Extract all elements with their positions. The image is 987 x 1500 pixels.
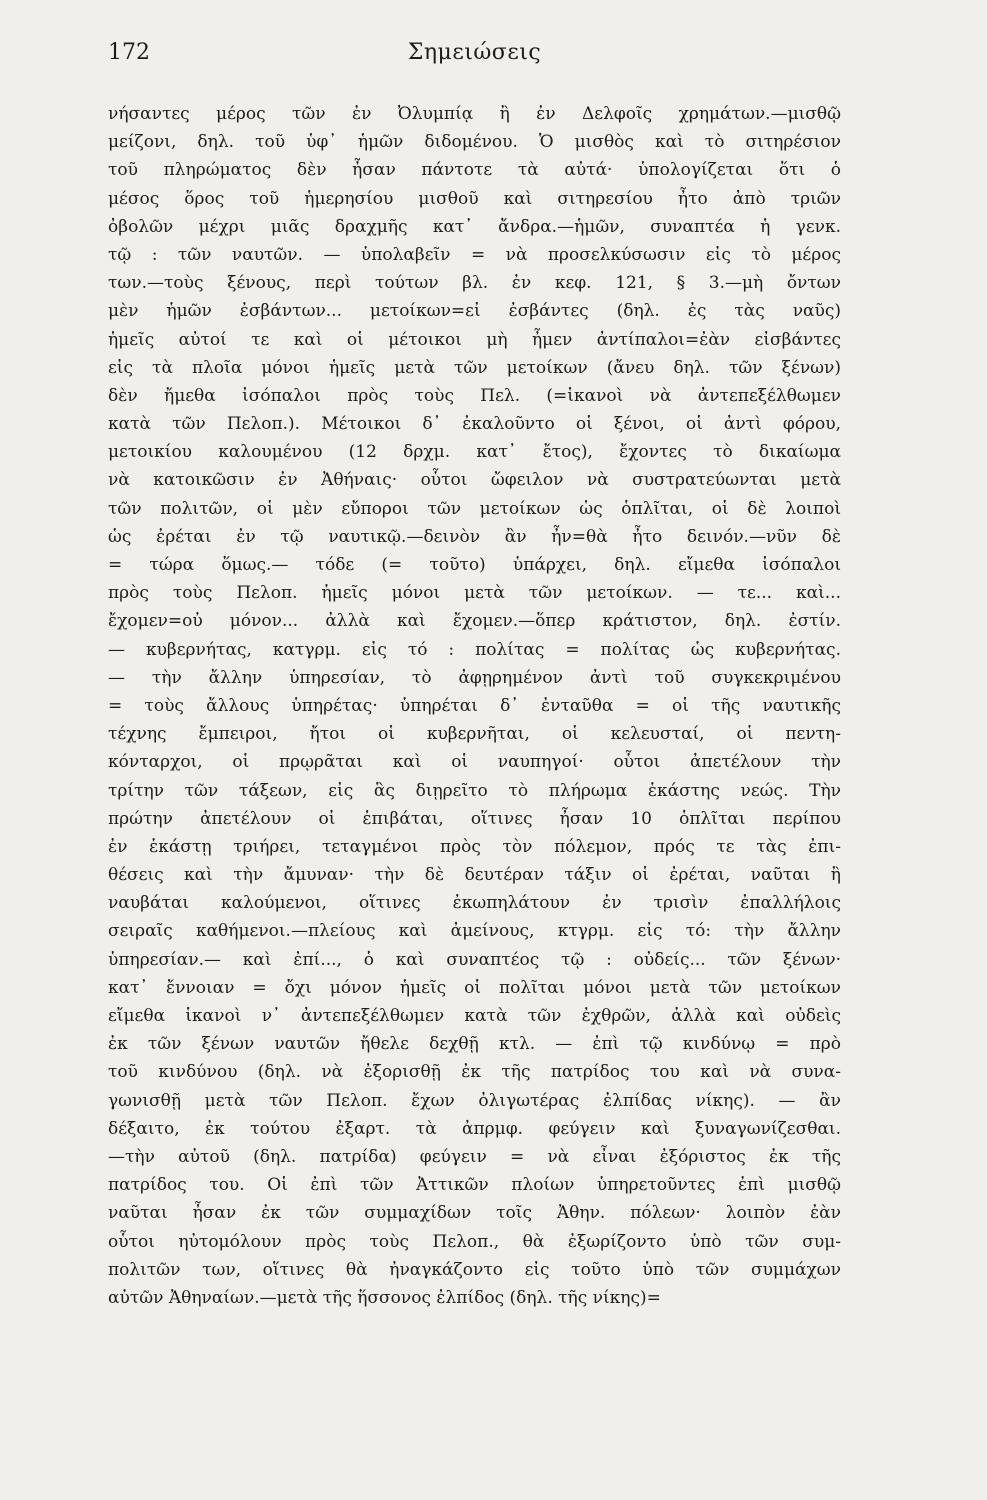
text-line: —τὴν αὐτοῦ (δηλ. πατρίδα) φεύγειν = νὰ εἶναι ἐξόριστος ἐκ τῆς [108,1146,841,1167]
text-line: ἡμεῖς αὐτοί τε καὶ οἱ μέτοικοι μὴ ἦμεν ἀντίπαλοι=ἐὰν εἰσβάντες [108,329,841,350]
text-line: ναῦται ἦσαν ἐκ τῶν συμμαχίδων τοῖς Ἀθην. πόλεων· λοιπὸν ἐὰν [108,1203,841,1224]
text-line: νὰ κατοικῶσιν ἐν Ἀθήναις· οὗτοι ὤφειλον νὰ συστρατεύωνται μετὰ [108,470,841,491]
text-line: ὑπηρεσίαν.— καὶ ἐπί..., ὁ καὶ συναπτέος τῷ : οὐδείς... τῶν ξένων· [108,949,841,970]
text-line: πατρίδος του. Οἱ ἐπὶ τῶν Ἀττικῶν πλοίων ὑπηρετοῦντες ἐπὶ μισθῷ [108,1175,841,1196]
text-line: κόνταρχοι, οἱ πρῳρᾶται καὶ οἱ ναυπηγοί· οὗτοι ἀπετέλουν τὴν [108,752,841,773]
text-line: πρώτην ἀπετέλουν οἱ ἐπιβάται, οἵτινες ἦσαν 10 ὁπλῖται περίπου [108,808,841,829]
text-line: = τοὺς ἄλλους ὑπηρέτας· ὑπηρέται δ᾽ ἐνταῦθα = οἱ τῆς ναυτικῆς [108,695,841,716]
text-line: δέξαιτο, ἐκ τούτου ἐξαρτ. τὰ ἀπρμφ. φεύγειν καὶ ξυναγωνίζεσθαι. [108,1118,841,1139]
text-line: τῶν πολιτῶν, οἱ μὲν εὔποροι τῶν μετοίκων ὡς ὁπλῖται, οἱ δὲ λοιποὶ [108,498,841,519]
text-line: μετοικίου καλουμένου (12 δρχμ. κατ᾽ ἔτος), ἔχοντες τὸ δικαίωμα [108,442,841,463]
text-line: τῷ : τῶν ναυτῶν. — ὑπολαβεῖν = νὰ προσελκύσωσιν εἰς τὸ μέρος [108,244,841,265]
text-line: μέσος ὅρος τοῦ ἡμερησίου μισθοῦ καὶ σιτηρεσίου ἦτο ἀπὸ τριῶν [108,188,841,209]
text-line: τρίτην τῶν τάξεων, εἰς ἃς διῃρεῖτο τὸ πλήρωμα ἑκάστης νεώς. Τὴν [108,780,841,801]
running-title: Σημειώσεις [407,40,542,65]
text-line: σειραῖς καθήμενοι.—πλείους καὶ ἀμείνους, κτγρμ. εἰς τό: τὴν ἄλλην [108,921,841,942]
text-line: τοῦ πληρώματος δὲν ἦσαν πάντοτε τὰ αὐτά· ὑπολογίζεται ὅτι ὁ [108,160,841,181]
text-line: πολιτῶν των, οἵτινες θὰ ἠναγκάζοντο εἰς τοῦτο ὑπὸ τῶν συμμάχων [108,1259,841,1280]
text-line: — κυβερνήτας, κατγρμ. εἰς τό : πολίτας = πολίτας ὡς κυβερνήτας. [108,639,841,660]
text-line: ἐν ἑκάστῃ τριήρει, τεταγμένοι πρὸς τὸν πόλεμον, πρός τε τὰς ἐπι- [108,836,841,857]
text-line: ὡς ἐρέται ἐν τῷ ναυτικῷ.—δεινὸν ἂν ἦν=θὰ ἦτο δεινόν.—νῦν δὲ [108,526,841,547]
text-line: των.—τοὺς ξένους, περὶ τούτων βλ. ἐν κεφ. 121, § 3.—μὴ ὄντων [108,273,841,294]
text-line: τοῦ κινδύνου (δηλ. νὰ ἐξορισθῇ ἐκ τῆς πατρίδος του καὶ νὰ συνα- [108,1062,841,1083]
text-line: ἔχομεν=οὐ μόνον... ἀλλὰ καὶ ἔχομεν.—ὅπερ κράτιστον, δηλ. ἐστίν. [108,611,841,632]
text-line: ἐκ τῶν ξένων ναυτῶν ἤθελε δεχθῇ κτλ. — ἐπὶ τῷ κινδύνῳ = πρὸ [108,1034,841,1055]
text-line: νήσαντες μέρος τῶν ἐν Ὀλυμπίᾳ ἢ ἐν Δελφοῖς χρημάτων.—μισθῷ [108,104,841,124]
text-line: = τώρα ὅμως.— τόδε (= τοῦτο) ὑπάρχει, δηλ. εἴμεθα ἰσόπαλοι [108,555,841,575]
text-line: οὗτοι ηὐτομόλουν πρὸς τοὺς Πελοπ., θὰ ἐξωρίζοντο ὑπὸ τῶν συμ- [108,1231,841,1252]
text-line: εἴμεθα ἱκανοὶ ν᾽ ἀντεπεξέλθωμεν κατὰ τῶν ἐχθρῶν, ἀλλὰ καὶ οὐδεὶς [108,1006,841,1026]
text-line: ναυβάται καλούμενοι, οἵτινες ἐκωπηλάτουν ἐν τρισὶν ἐπαλλήλοις [108,893,841,914]
text-line: γωνισθῇ μετὰ τῶν Πελοπ. ἔχων ὀλιγωτέρας ἐλπίδας νίκης). — ἂν [108,1090,841,1111]
page-number: 172 [108,40,150,65]
page-header [108,40,841,74]
text-line: κατ᾽ ἔννοιαν = ὄχι μόνον ἡμεῖς οἱ πολῖται μόνοι μετὰ τῶν μετοίκων [108,977,841,998]
text-line: αὐτῶν Ἀθηναίων.—μετὰ τῆς ἥσσονος ἐλπίδος (δηλ. τῆς νίκης)= [108,1287,661,1308]
notes-body [108,100,841,1312]
text-line: μὲν ἡμῶν ἐσβάντων... μετοίκων=εἰ ἐσβάντες (δηλ. ἐς τὰς ναῦς) [108,301,841,322]
text-line: δὲν ἤμεθα ἰσόπαλοι πρὸς τοὺς Πελ. (=ἱκανοὶ νὰ ἀντεπεξέλθωμεν [108,385,841,406]
text-line: τέχνης ἔμπειροι, ἤτοι οἱ κυβερνῆται, οἱ κελευσταί, οἱ πεντη- [108,724,841,745]
text-line: κατὰ τῶν Πελοπ.). Μέτοικοι δ᾽ ἐκαλοῦντο οἱ ξένοι, οἱ ἀντὶ φόρου, [108,414,841,435]
text-line: — τὴν ἄλλην ὑπηρεσίαν, τὸ ἀφῃρημένον ἀντὶ τοῦ συγκεκριμένου [108,667,841,688]
text-line: εἰς τὰ πλοῖα μόνοι ἡμεῖς μετὰ τῶν μετοίκων (ἄνευ δηλ. τῶν ξένων) [108,357,841,378]
text-line: θέσεις καὶ τὴν ἄμυναν· τὴν δὲ δευτέραν τάξιν οἱ ἐρέται, ναῦται ἢ [108,865,841,886]
text-line: μείζονι, δηλ. τοῦ ὑφ᾽ ἡμῶν διδομένου. Ὁ μισθὸς καὶ τὸ σιτηρέσιον [108,132,841,153]
text-line: πρὸς τοὺς Πελοπ. ἡμεῖς μόνοι μετὰ τῶν μετοίκων. — τε... καὶ... [108,583,841,604]
text-line: ὀβολῶν μέχρι μιᾶς δραχμῆς κατ᾽ ἄνδρα.—ἡμῶν, συναπτέα ἡ γενκ. [108,216,841,237]
